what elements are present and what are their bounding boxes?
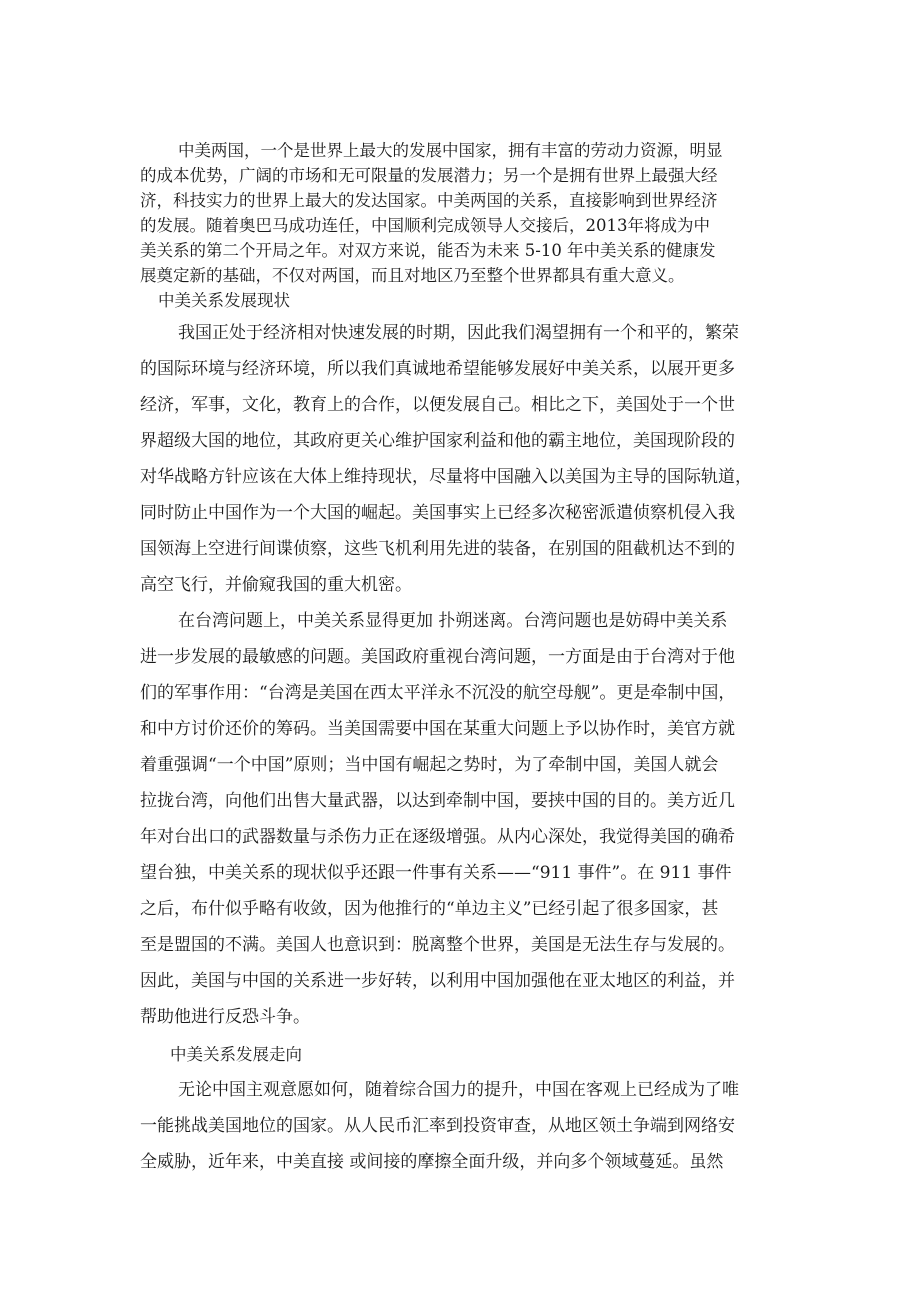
intro-line: 济，科技实力的世界上最大的发达国家。中美两国的关系，直接影响到世界经济 <box>140 191 718 210</box>
paragraph-line: 年对台出口的武器数量与杀伤力正在逐级增强。从内心深处，我觉得美国的确希 <box>140 827 735 847</box>
paragraph-line: 同时防止中国作为一个大国的崛起。美国事实上已经多次秘密派遣侦察机侵入我 <box>140 503 735 523</box>
paragraph-line: 和中方讨价还价的筹码。当美国需要中国在某重大问题上予以协作时，美官方就 <box>140 719 735 739</box>
paragraph-line: 全威胁，近年来，中美直接 或间接的摩擦全面升级，并向多个领域蔓延。虽然 <box>140 1152 724 1172</box>
section-heading-status: 中美关系发展现状 <box>158 291 290 310</box>
paragraph-line: 帮助他进行反恐斗争。 <box>140 1007 310 1027</box>
paragraph-line: 高空飞行，并偷窥我国的重大机密。 <box>140 575 412 595</box>
paragraph-line: 进一步发展的最敏感的问题。美国政府重视台湾问题，一方面是由于台湾对于他 <box>140 647 735 667</box>
paragraph-line: 界超级大国的地位，其政府更关心维护国家利益和他的霸主地位，美国现阶段的 <box>140 431 735 451</box>
intro-line: 美关系的第二个开局之年。对双方来说，能否为未来 5-10 年中美关系的健康发 <box>140 241 716 260</box>
paragraph-line: 因此，美国与中国的关系进一步好转，以利用中国加强他在亚太地区的利益，并 <box>140 971 735 991</box>
paragraph-line: 拉拢台湾，向他们出售大量武器，以达到牵制中国，要挟中国的目的。美方近几 <box>140 791 735 811</box>
paragraph-line: 经济，军事，文化，教育上的合作，以便发展自己。相比之下，美国处于一个世 <box>140 395 735 415</box>
paragraph-line: 之后，布什似乎略有收敛，因为他推行的“单边主义”已经引起了很多国家，甚 <box>140 899 719 919</box>
intro-line: 的成本优势，广阔的市场和无可限量的发展潜力；另一个是拥有世界上最强大经 <box>140 166 718 185</box>
paragraph-line: 望台独，中美关系的现状似乎还跟一件事有关系——“911 事件”。在 911 事件 <box>140 863 732 883</box>
paragraph-line: 一能挑战美国地位的国家。从人民币汇率到投资审查，从地区领土争端到网络安 <box>140 1116 735 1136</box>
intro-line: 中美两国，一个是世界上最大的发展中国家，拥有丰富的劳动力资源，明显 <box>178 141 723 160</box>
paragraph-line: 在台湾问题上，中美关系显得更加 扑朔迷离。台湾问题也是妨碍中美关系 <box>178 611 728 631</box>
paragraph-line: 我国正处于经济相对快速发展的时期，因此我们渴望拥有一个和平的，繁荣 <box>178 323 739 343</box>
paragraph-line: 至是盟国的不满。美国人也意识到：脱离整个世界，美国是无法生存与发展的。 <box>140 935 735 955</box>
paragraph-line: 们的军事作用：“台湾是美国在西太平洋永不沉没的航空母舰”。更是牵制中国， <box>140 683 736 703</box>
intro-line: 展奠定新的基础，不仅对两国，而且对地区乃至整个世界都具有重大意义。 <box>140 266 685 285</box>
paragraph-line: 无论中国主观意愿如何，随着综合国力的提升，中国在客观上已经成为了唯 <box>178 1080 739 1100</box>
paragraph-line: 着重强调“一个中国”原则；当中国有崛起之势时，为了牵制中国，美国人就会 <box>140 755 719 775</box>
intro-line: 的发展。随着奥巴马成功连任，中国顺利完成领导人交接后，2013年将成为中 <box>140 216 710 235</box>
section-heading-trend: 中美关系发展走向 <box>170 1045 302 1064</box>
paragraph-line: 对华战略方针应该在大体上维持现状，尽量将中国融入以美国为主导的国际轨道， <box>140 467 752 487</box>
paragraph-line: 国领海上空进行间谍侦察，这些飞机利用先进的装备，在别国的阻截机达不到的 <box>140 539 735 559</box>
paragraph-line: 的国际环境与经济环境，所以我们真诚地希望能够发展好中美关系，以展开更多 <box>140 359 735 379</box>
